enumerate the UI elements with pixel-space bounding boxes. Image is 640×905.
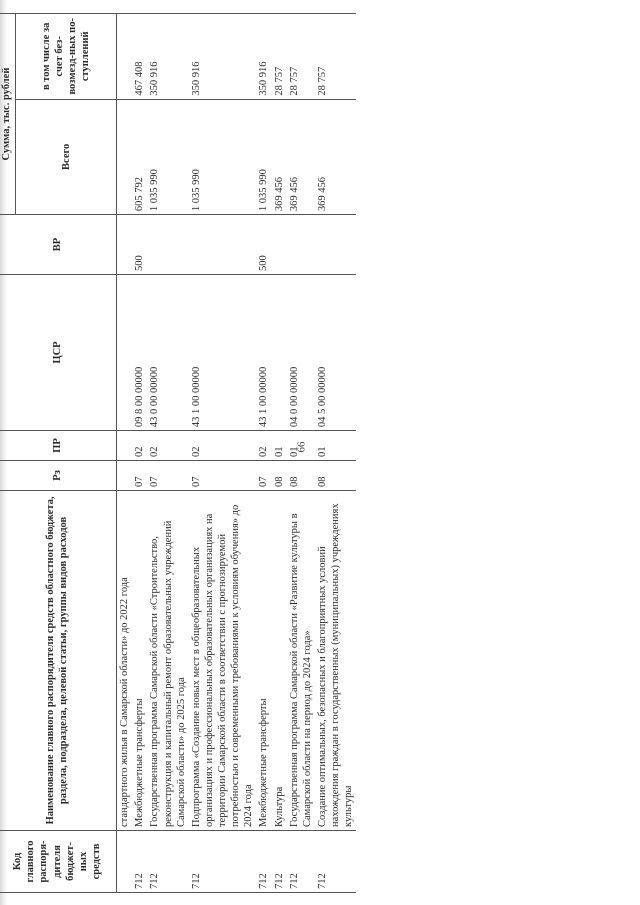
cell-code: 712 (189, 830, 257, 892)
cell-csr: 09 8 00 00000 (132, 274, 147, 430)
cell-free: 28 757 (315, 14, 356, 100)
rotated-table-block (0, 13, 587, 893)
table-row (256, 14, 271, 893)
header-vr: ВР (0, 215, 117, 275)
cell-free: 28 757 (287, 14, 315, 100)
cell-rz: 07 (256, 461, 271, 491)
cell-csr (117, 274, 133, 430)
cell-pr: 01 (287, 431, 315, 461)
cell-name: Государственная программа Самарской области «Развитие культуры в Самарской области на период до 2024 года» (287, 490, 315, 830)
table-row (287, 14, 315, 893)
cell-total: 1 035 990 (147, 99, 188, 214)
page-number: 66 (295, 441, 308, 453)
cell-rz: 08 (287, 461, 315, 491)
cell-rz: 07 (189, 461, 257, 491)
cell-total: 369 456 (315, 99, 356, 214)
cell-csr: 43 1 00 00000 (256, 274, 271, 430)
header-total: Всего (16, 99, 117, 214)
table-row (117, 14, 133, 893)
cell-code: 712 (287, 830, 315, 892)
cell-pr: 02 (189, 431, 257, 461)
cell-total: 1 035 990 (256, 99, 271, 214)
cell-name: Межбюджетные трансферты (256, 490, 271, 830)
cell-name: стандартного жилья в Самарской области» до 2022 года (117, 490, 133, 830)
cell-vr (189, 215, 257, 275)
cell-name: Создание оптимальных, безопасных и благоприятных условий нахождения граждан в государственных (муниципальных) учреждениях культуры (315, 490, 356, 830)
cell-vr: 500 (132, 215, 147, 275)
cell-vr (147, 215, 188, 275)
table-row (272, 14, 287, 893)
cell-pr: 02 (147, 431, 188, 461)
table-row (147, 14, 188, 893)
table-row (189, 14, 257, 893)
header-free: в том числе за счет без-возмезд-ных по-ступлений (16, 14, 117, 100)
cell-total: 369 456 (287, 99, 315, 214)
cell-pr: 01 (272, 431, 287, 461)
cell-code (117, 830, 133, 892)
cell-csr: 43 1 00 00000 (189, 274, 257, 430)
cell-csr: 43 0 00 00000 (147, 274, 188, 430)
cell-code: 712 (315, 830, 356, 892)
cell-csr: 04 0 00 00000 (287, 274, 315, 430)
header-rz: Рз (0, 461, 117, 491)
cell-free: 350 916 (147, 14, 188, 100)
cell-rz: 07 (147, 461, 188, 491)
cell-rz: 08 (272, 461, 287, 491)
cell-pr: 02 (132, 431, 147, 461)
cell-name: Государственная программа Самарской области «Строительство, реконструкция и капитальный ремонт образовательных учреждений Самарской области» до 2025 года (147, 490, 188, 830)
header-pr: ПР (0, 431, 117, 461)
header-code: Код главного распоря-дителя бюджет-ных средств (0, 830, 117, 892)
cell-name: Подпрограмма «Создание новых мест в общеобразовательных организациях и профессиональных образовательных организациях на территории Самарской области в соответствии с прогнозируемой потребностью и современными требованиями к условиям обучения» до 2024 года (189, 490, 257, 830)
cell-free: 350 916 (256, 14, 271, 100)
cell-code: 712 (147, 830, 188, 892)
cell-vr: 500 (256, 215, 271, 275)
cell-total: 605 792 (132, 99, 147, 214)
cell-free: 350 916 (189, 14, 257, 100)
cell-total: 369 456 (272, 99, 287, 214)
cell-rz: 08 (315, 461, 356, 491)
cell-vr (287, 215, 315, 275)
cell-name: Межбюджетные трансферты (132, 490, 147, 830)
cell-free: 467 408 (132, 14, 147, 100)
cell-csr (272, 274, 287, 430)
cell-vr (272, 215, 287, 275)
cell-vr (315, 215, 356, 275)
header-csr: ЦСР (0, 274, 117, 430)
table-body (117, 14, 357, 893)
table-row (132, 14, 147, 893)
header-sum-group: Сумма, тыс. рублей (0, 14, 16, 215)
cell-code: 712 (132, 830, 147, 892)
cell-pr: 02 (256, 431, 271, 461)
cell-vr (117, 215, 133, 275)
cell-code: 712 (256, 830, 271, 892)
cell-rz (117, 461, 133, 491)
cell-free (117, 14, 133, 100)
budget-table (0, 13, 356, 893)
cell-name: Культура (272, 490, 287, 830)
table-row (315, 14, 356, 893)
cell-total (117, 99, 133, 214)
cell-free: 28 757 (272, 14, 287, 100)
cell-pr: 01 (315, 431, 356, 461)
cell-pr (117, 431, 133, 461)
cell-rz: 07 (132, 461, 147, 491)
cell-code: 712 (272, 830, 287, 892)
header-name: Наименование главного распорядителя средств областного бюджета, раздела, подраздела, целевой статьи, группы видов расходов (0, 490, 117, 830)
cell-csr: 04 5 00 00000 (315, 274, 356, 430)
cell-total: 1 035 990 (189, 99, 257, 214)
